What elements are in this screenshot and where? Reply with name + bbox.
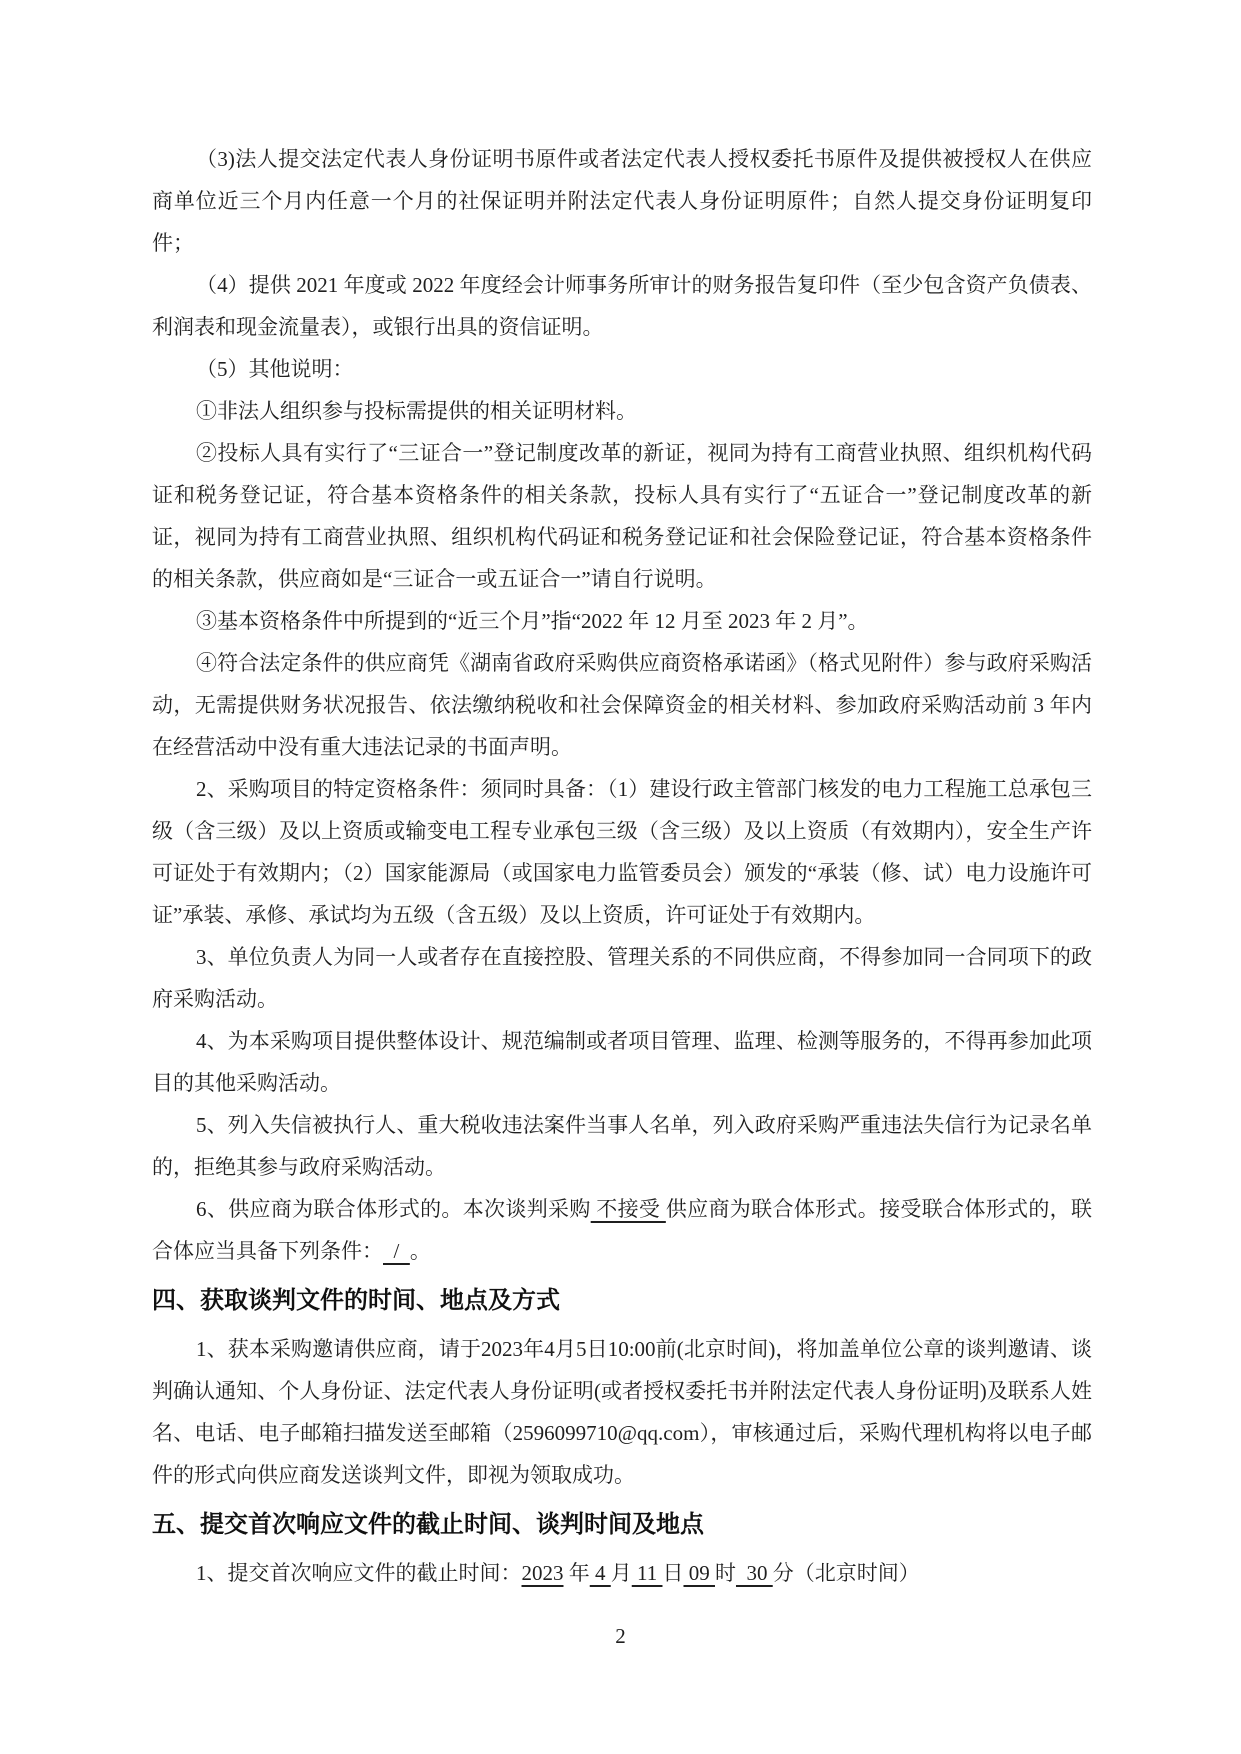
section-heading-4-obtain-documents: 四、获取谈判文件的时间、地点及方式 [152, 1286, 560, 1314]
paragraph-deadline [152, 1552, 1092, 1594]
deadline-prefix: 1、提交首次响应文件的截止时间： [196, 1561, 522, 1585]
blank-not-accept: 不接受 [590, 1197, 666, 1221]
blank-month: 4 [589, 1561, 611, 1585]
paragraph-note1-non-legal-org: ①非法人组织参与投标需提供的相关证明材料。 [196, 399, 637, 423]
section-heading-5-submission-deadline: 五、提交首次响应文件的截止时间、谈判时间及地点 [152, 1510, 704, 1538]
paragraph-item4-financial-report: （4）提供 2021 年度或 2022 年度经会计师事务所审计的财务报告复印件（至少包含资产负债表、利润表和现金流量表），或银行出具的资信证明。 [152, 273, 1092, 339]
deadline-minute-unit: 分 [772, 1561, 794, 1585]
paragraph-item5-other-notes: （5）其他说明： [196, 357, 354, 381]
paragraph-note2-license-reform: ②投标人具有实行了“三证合一”登记制度改革的新证，视同为持有工商营业执照、组织机构代码证和税务登记证，符合基本资格条件的相关条款，投标人具有实行了“五证合一”登记制度改革的新证，视同为持有工商营业执照、组织机构代码证和税务登记证和社会保险登记证，符合基本资格条件的相关条款，供应商如是“三证合一或五证合一”请自行说明。 [152, 441, 1092, 591]
deadline-year-unit: 年 [563, 1561, 590, 1585]
consortium-text-before: 6、供应商为联合体形式的。本次谈判采购 [196, 1197, 591, 1221]
page-number: 2 [615, 1624, 626, 1648]
paragraph-6-consortium [152, 1188, 1092, 1272]
page-content [152, 138, 1092, 1594]
paragraph-obtain-documents-method: 1、获本采购邀请供应商，请于2023年4月5日10:00前(北京时间)，将加盖单位公章的谈判邀请、谈判确认通知、个人身份证、法定代表人身份证明(或者授权委托书并附法定代表人身份证明)及联系人姓名、电话、电子邮箱扫描发送至邮箱（2596099710@qq.com），审核通过后，采购代理机构将以电子邮件的形式向供应商发送谈判文件，即视为领取成功。 [152, 1337, 1092, 1487]
consortium-text-middle: 供应商为联合体形式。接受联合体形式的，联合体应当具备下列条件： [152, 1197, 1093, 1263]
paragraph-2-specific-qualification: 2、采购项目的特定资格条件：须同时具备：（1）建设行政主管部门核发的电力工程施工总承包三级（含三级）及以上资质或输变电工程专业承包三级（含三级）及以上资质（有效期内），安全生产许可证处于有效期内；（2）国家能源局（或国家电力监管委员会）颁发的“承装（修、试）电力设施许可证”承装、承修、承试均为五级（含五级）及以上资质，许可证处于有效期内。 [152, 777, 1092, 927]
blank-day: 11 [631, 1561, 663, 1585]
paragraph-5-dishonest-list: 5、列入失信被执行人、重大税收违法案件当事人名单，列入政府采购严重违法失信行为记录名单的，拒绝其参与政府采购活动。 [152, 1113, 1092, 1179]
blank-hour: 09 [683, 1561, 715, 1585]
deadline-day-unit: 日 [662, 1561, 684, 1585]
paragraph-item3-legal-rep: （3)法人提交法定代表人身份证明书原件或者法定代表人授权委托书原件及提供被授权人在供应商单位近三个月内任意一个月的社保证明并附法定代表人身份证明原件；自然人提交身份证明复印件； [152, 147, 1092, 255]
deadline-month-unit: 月 [610, 1561, 632, 1585]
paragraph-note3-recent-three-months: ③基本资格条件中所提到的“近三个月”指“2022 年 12 月至 2023 年 2 月”。 [196, 609, 869, 633]
paragraph-note4-commitment-letter: ④符合法定条件的供应商凭《湖南省政府采购供应商资格承诺函》（格式见附件）参与政府采购活动，无需提供财务状况报告、依法缴纳税收和社会保障资金的相关材料、参加政府采购活动前 3 年内在经营活动中没有重大违法记录的书面声明。 [152, 651, 1092, 759]
deadline-suffix: （北京时间） [793, 1561, 920, 1585]
deadline-hour-unit: 时 [714, 1561, 736, 1585]
paragraph-3-same-person: 3、单位负责人为同一人或者存在直接控股、管理关系的不同供应商，不得参加同一合同项下的政府采购活动。 [152, 945, 1092, 1011]
blank-minute: 30 [735, 1561, 773, 1585]
consortium-text-end: 。 [409, 1239, 431, 1263]
paragraph-4-design-services: 4、为本采购项目提供整体设计、规范编制或者项目管理、监理、检测等服务的，不得再参加此项目的其他采购活动。 [152, 1029, 1092, 1095]
blank-year: 2023 [521, 1561, 564, 1585]
blank-slash: / [383, 1239, 410, 1263]
